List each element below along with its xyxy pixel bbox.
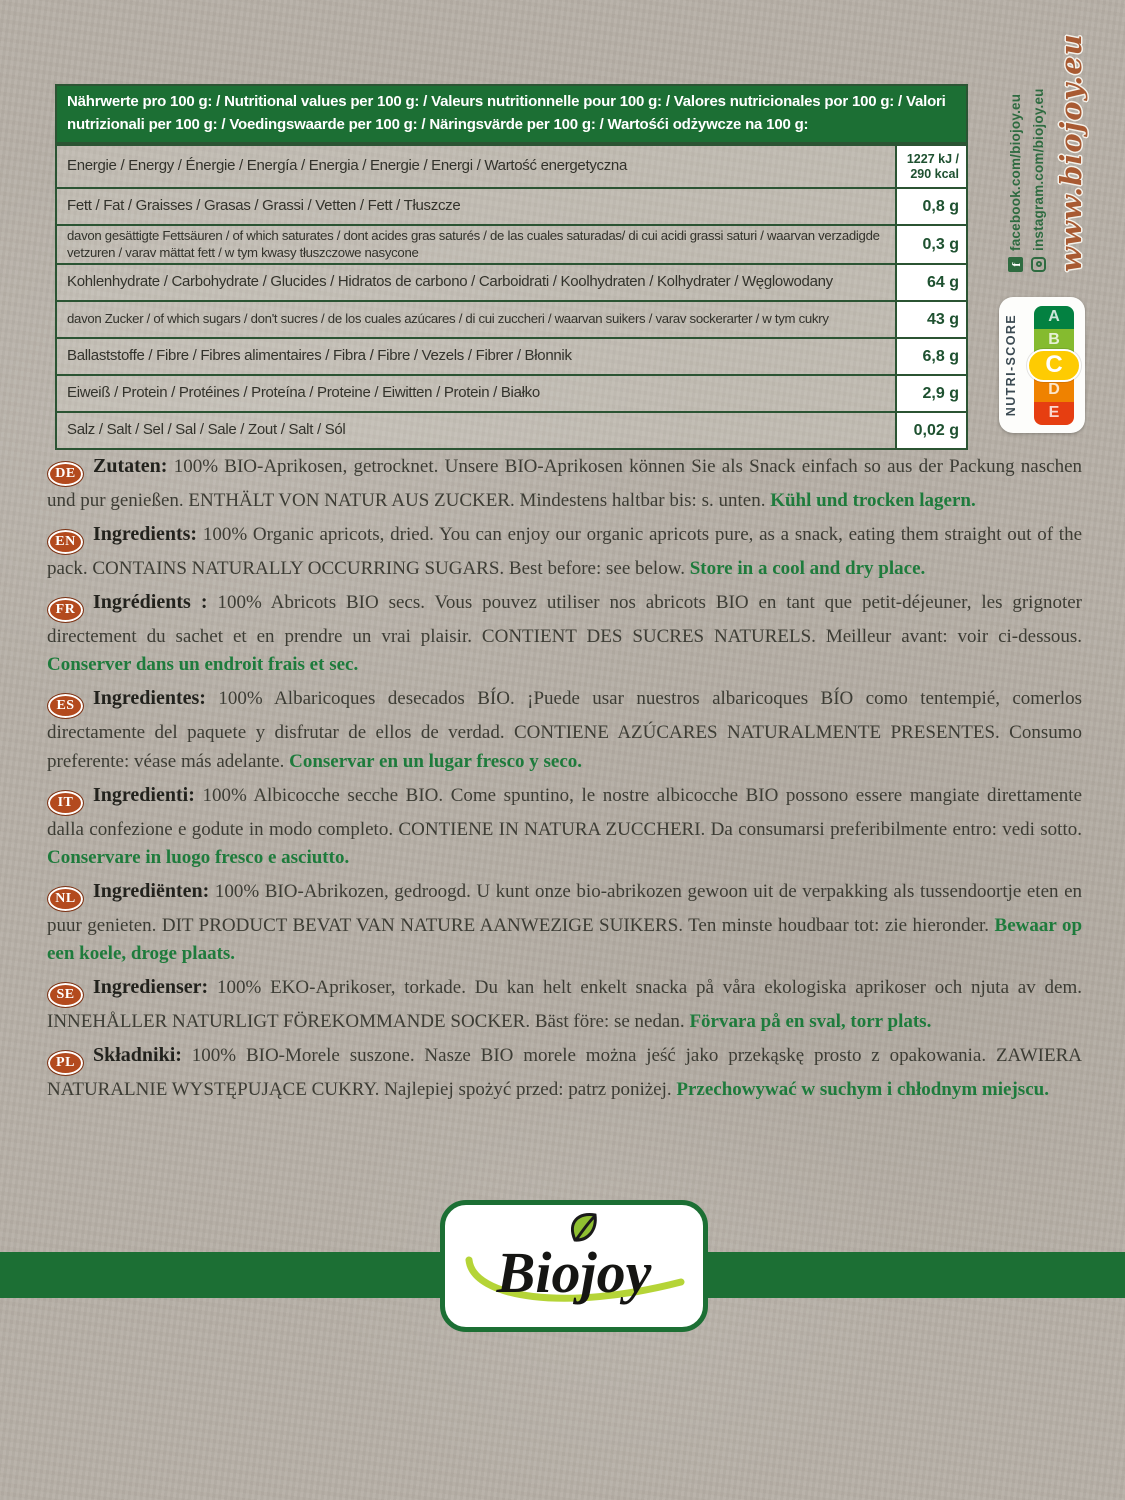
nutriscore-grade-c-selected: C bbox=[1027, 349, 1081, 382]
ingredients-lead: Ingredienti: bbox=[93, 783, 195, 806]
storage-note: Conservar en un lugar fresco y seco. bbox=[289, 750, 583, 772]
ingredients-sections bbox=[47, 452, 1082, 1109]
nutrient-value: 43 g bbox=[895, 302, 966, 337]
ingredients-body: 100% Abricots BIO secs. Vous pouvez utiliser nos abricots BIO en tant que petit-déjeuner, les grignoter directement du sachet et en prendre un vrai plaisir. CONTIENT DES SUCRES NATURELS. Meilleur avant: voir ci-dessous. bbox=[47, 592, 1082, 648]
ingredients-section-pl bbox=[47, 1041, 1082, 1104]
storage-note: Bewaar op een koele, droge plaats. bbox=[47, 914, 1083, 964]
biojoy-logo bbox=[440, 1200, 708, 1332]
ingredients-lead: Ingrediënten: bbox=[93, 879, 210, 902]
ingredients-body: 100% EKO-Aprikoser, torkade. Du kan helt enkelt snacka på våra ekologiska aprikoser och njuta av dem. INNEHÅLLER NATURLIGT FÖREKOMMANDE SOCKER. Bäst före: se nedan. bbox=[47, 977, 1082, 1033]
nutrient-label: Energie / Energy / Énergie / Energía / Energia / Energie / Energi / Wartość energetyczna bbox=[67, 157, 628, 175]
ingredients-section-en bbox=[47, 520, 1082, 583]
ingredients-body: 100% Albicocche secche BIO. Come spuntino, le nostre albicocche BIO possono essere mangiate direttamente dalla confezione e godute in modo completo. CONTIENE IN NATURA ZUCCHERI. Da consumarsi preferibilmente entro: vedi sotto. bbox=[47, 784, 1082, 840]
nutriscore-badge bbox=[999, 297, 1085, 433]
instagram-link bbox=[1027, 80, 1050, 272]
nutriscore-grade-e: E bbox=[1034, 402, 1074, 425]
nutrition-row bbox=[57, 187, 966, 224]
nutriscore-scale bbox=[1026, 306, 1082, 425]
storage-note: Conserver dans un endroit frais et sec. bbox=[47, 654, 359, 676]
ingredients-section-es bbox=[47, 684, 1082, 775]
ingredients-body: 100% Albaricoques desecados BÍO. ¡Puede usar nuestros albaricoques BÍO como tentempié, comerlos directamente del paquete y disfrutar de ellos de verdad. CONTIENE AZÚCARES NATURALMENTE PRESENTES. Consumo preferente: véase más adelante. bbox=[47, 688, 1082, 772]
nutrient-label: Fett / Fat / Graisses / Grasas / Grassi / Vetten / Fett / Tłuszcze bbox=[67, 197, 461, 215]
instagram-url: instagram.com/biojoy.eu bbox=[1031, 88, 1046, 251]
instagram-icon bbox=[1031, 257, 1046, 272]
language-badge-fr: FR bbox=[47, 597, 84, 623]
nutrient-label: Kohlenhydrate / Carbohydrate / Glucides / Hidratos de carbono / Carboidrati / Koolhydraten / Kolhydrater / Węglowodany bbox=[67, 273, 833, 291]
nutrient-value: 6,8 g bbox=[895, 339, 966, 374]
nutrient-label: Ballaststoffe / Fibre / Fibres alimentaires / Fibra / Fibre / Vezels / Fibrer / Błonnik bbox=[67, 347, 572, 365]
ingredients-body: 100% BIO-Aprikosen, getrocknet. Unsere BIO-Aprikosen können Sie als Snack einfach so aus der Packung naschen und pur genießen. ENTHÄLT VON NATUR AUS ZUCKER. Mindestens haltbar bis: s. unten. bbox=[47, 456, 1083, 511]
nutrient-label: Salz / Salt / Sel / Sal / Sale / Zout / Salt / Sól bbox=[67, 421, 346, 439]
storage-note: Kühl und trocken lagern. bbox=[770, 490, 976, 511]
facebook-icon: f bbox=[1008, 257, 1023, 272]
ingredients-lead: Ingrédients : bbox=[93, 591, 208, 614]
nutrition-row bbox=[57, 411, 966, 448]
nutrition-table bbox=[55, 84, 968, 450]
ingredients-body: 100% Organic apricots, dried. You can enjoy our organic apricots pure, as a snack, eating them straight out of the pack. CONTAINS NATURALLY OCCURRING SUGARS. Best before: see below. bbox=[47, 524, 1083, 580]
storage-note: Förvara på en sval, torr plats. bbox=[689, 1011, 932, 1033]
ingredients-lead: Ingredients: bbox=[93, 523, 198, 546]
storage-note: Store in a cool and dry place. bbox=[689, 558, 926, 580]
ingredients-section-se bbox=[47, 973, 1082, 1036]
nutriscore-grade-b: B bbox=[1034, 329, 1074, 352]
social-links bbox=[1004, 33, 1088, 272]
ingredients-body: 100% BIO-Morele suszone. Nasze BIO morele można jeść jako przekąskę prosto z opakowania. ZAWIERA NATURALNIE WYSTĘPUJĄCE CUKRY. Najlepiej spożyć przed: patrz poniżej. bbox=[47, 1045, 1083, 1101]
ingredients-lead: Ingredientes: bbox=[93, 687, 206, 710]
language-badge-es: ES bbox=[47, 693, 84, 719]
nutrient-label: davon gesättigte Fettsäuren / of which saturates / dont acides gras saturés / de las cuales saturadas/ di cui acidi grassi saturi / waarvan verzadigde vetzuren / varav mättat fett / w tym kwasy tłuszczowe nasycone bbox=[67, 228, 880, 260]
nutrient-value: 1227 kJ / 290 kcal bbox=[895, 146, 966, 187]
storage-note: Conservare in luogo fresco e asciutto. bbox=[47, 846, 350, 868]
ingredients-section-de bbox=[47, 452, 1082, 515]
ingredients-lead: Zutaten: bbox=[93, 455, 168, 477]
nutrition-row bbox=[57, 144, 966, 187]
nutriscore-grade-d: D bbox=[1034, 379, 1074, 402]
language-badge-pl: PL bbox=[47, 1050, 84, 1076]
facebook-url: facebook.com/biojoy.eu bbox=[1008, 93, 1023, 251]
ingredients-lead: Składniki: bbox=[93, 1044, 182, 1067]
nutrient-value: 0,3 g bbox=[895, 226, 966, 263]
language-badge-de: DE bbox=[47, 461, 84, 487]
storage-note: Przechowywać w suchym i chłodnym miejscu. bbox=[676, 1079, 1049, 1101]
logo-wordmark: Biojoy bbox=[496, 1240, 652, 1305]
ingredients-section-nl bbox=[47, 877, 1082, 968]
ingredients-section-fr bbox=[47, 588, 1082, 679]
nutrition-row bbox=[57, 337, 966, 374]
biojoy-logo-graphic bbox=[455, 1210, 693, 1322]
nutrition-row bbox=[57, 300, 966, 337]
ingredients-body: 100% BIO-Abrikozen, gedroogd. U kunt onze bio-abrikozen gewoon uit de verpakking als tussendoortje eten en puur genieten. DIT PRODUCT BEVAT VAN NATURE AANWEZIGE SUIKERS. Ten minste houdbaar tot: zie hieronder. bbox=[47, 880, 1083, 936]
nutriscore-label: NUTRI-SCORE bbox=[1004, 313, 1018, 417]
nutriscore-grade-a: A bbox=[1034, 306, 1074, 329]
ingredients-section-it bbox=[47, 781, 1082, 872]
website-url: www.biojoy.eu bbox=[1054, 33, 1088, 272]
nutrition-row bbox=[57, 263, 966, 300]
facebook-link bbox=[1004, 80, 1027, 272]
nutrient-value: 64 g bbox=[895, 265, 966, 300]
nutrition-row bbox=[57, 224, 966, 263]
language-badge-se: SE bbox=[47, 982, 84, 1008]
nutrient-value: 2,9 g bbox=[895, 376, 966, 411]
nutrient-value: 0,8 g bbox=[895, 189, 966, 224]
language-badge-it: IT bbox=[47, 790, 84, 816]
language-badge-en: EN bbox=[47, 529, 84, 555]
nutrition-row bbox=[57, 374, 966, 411]
ingredients-lead: Ingredienser: bbox=[93, 976, 209, 999]
nutrient-label: davon Zucker / of which sugars / don't sucres / de los cuales azúcares / di cui zuccheri / waarvan suikers / varav sockerarter / w tym cukry bbox=[67, 311, 829, 327]
nutrient-label: Eiweiß / Protein / Protéines / Proteína / Proteine / Eiwitten / Protein / Białko bbox=[67, 384, 540, 402]
nutrition-table-header: Nährwerte pro 100 g: / Nutritional values per 100 g: / Valeurs nutritionnelle pour 100 g: / Valores nutricionales por 100 g: / Valori nutrizionali per 100 g: / Voedingswaarde per 100 g: / Näringsvärde per 100 g: / Wartośći odżywcze na 100 g: bbox=[57, 86, 966, 144]
nutrient-value: 0,02 g bbox=[895, 413, 966, 448]
language-badge-nl: NL bbox=[47, 886, 84, 912]
